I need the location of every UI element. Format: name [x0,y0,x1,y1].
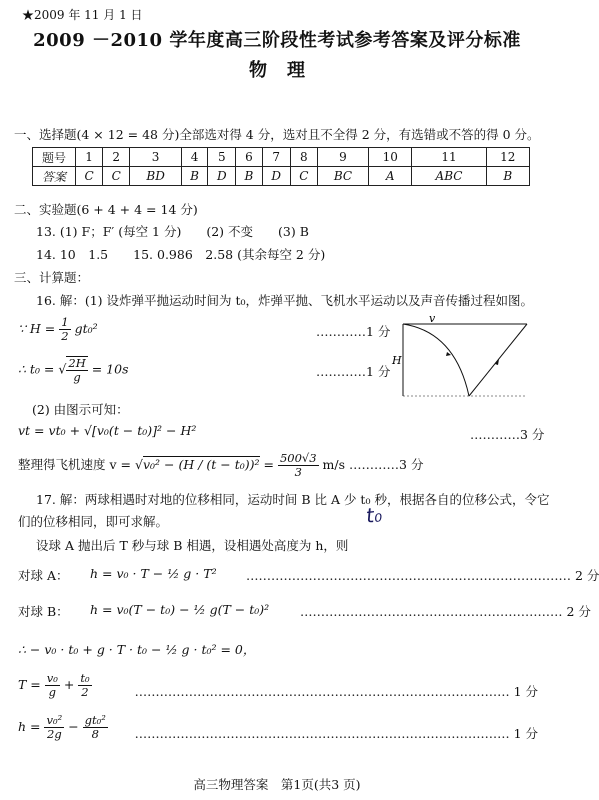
p16-eq3-score: …………3 分 [470,427,545,442]
p17-eq7-num2: gt₀² [84,713,106,727]
p16-eq3: vt = vt₀ + √[v₀(t − t₀)]² − H² [18,423,197,438]
p17-eq6-den1: g [48,685,57,699]
p17-eq7-den1: 2g [47,727,62,741]
p16-eq1-lhs: ∵ H = [18,321,56,336]
p17-setup: 设球 A 抛出后 T 秒与球 B 相遇，设相遇处高度为 h，则 [36,538,349,553]
problem17-intro-cont: 们的位移相同，即可求解。 [18,514,169,529]
p16-eq4-unit: m/s [322,457,346,472]
p16-eq2-rhs: = 10s [91,361,129,377]
p16-eq1 [18,316,98,343]
p16-part2: (2) 由图示可知： [32,402,129,417]
p16-eq1-frac [59,316,70,343]
question-number: 11 [412,148,486,167]
p17-eq6-plus: + [63,677,75,692]
answer-label: 答案 [33,167,76,186]
p16-eq2-score: …………1 分 [316,364,391,379]
question-number: 2 [103,148,130,167]
question-label: 题号 [33,148,76,167]
p17-eq7-lhs: h = [18,719,41,734]
answer-cell: ABC [412,167,486,186]
question-number: 7 [262,148,290,167]
question-number: 4 [181,148,207,167]
p17-eq5: ∴ − v₀ · t₀ + g · T · t₀ − ½ g · t₀² = 0， [18,642,256,657]
p17-eq7-den2: 8 [91,727,99,741]
question-row [33,148,530,167]
p17-ballB-eq: h = v₀(T − t₀) − ½ g(T − t₀)² [90,602,270,617]
p17-eq6-score: ……………………………………………………………………………… 1 分 [134,684,538,699]
question-number: 10 [369,148,412,167]
p16-eq4-frac [278,452,319,479]
p17-ballA-score: …………………………………………………………………… 2 分 [246,568,599,583]
question-number: 6 [236,148,262,167]
p17-eq6 [18,672,92,699]
sound-arrow [495,359,499,365]
question-number: 9 [317,148,368,167]
sqrt-symbol: √ [58,361,67,377]
section2-heading: 二、实验题(6 + 4 + 4 = 14 分) [14,202,198,217]
answer-cell: BC [317,167,368,186]
question-number: 8 [290,148,317,167]
p17-ballB-score: ……………………………………………………… 2 分 [300,604,591,619]
sound-path [469,324,527,396]
date-line: ★2009 年 11 月 1 日 [22,8,143,22]
section1-heading: 一、选择题(4 × 12 = 48 分)全部选对得 4 分，选对且不全得 2 分，有选错或不答的得 0 分。 [14,127,540,142]
problem17-intro: 17. 解：两球相遇时对地的位移相同，运动时间 B 比 A 少 t₀ 秒，根据各自的位移公式，令它 [36,492,550,507]
height-label: H [392,354,402,367]
answer-table [32,147,530,186]
answer-cell: B [236,167,262,186]
p16-eq1-score: …………1 分 [316,324,391,339]
p17-ballB-label: 对球 B： [18,604,69,619]
p16-eq1-rhs: gt₀² [74,321,98,336]
problem16-intro: 16. 解：(1) 设炸弹平抛运动时间为 t₀，炸弹平抛、飞机水平运动以及声音传播过程如图。 [36,293,534,308]
p16-eq2 [18,356,129,384]
answer-cell: B [181,167,207,186]
p16-eq1-num: 1 [61,315,69,329]
answer-cell: D [208,167,236,186]
p16-eq2-den: g [73,370,81,384]
answer-cell: D [262,167,290,186]
answer-cell: C [290,167,317,186]
answer-cell: C [103,167,130,186]
p17-eq7-frac2 [83,714,108,741]
section3-heading: 三、计算题： [14,270,90,285]
trajectory-diagram [385,314,535,404]
question-number: 5 [208,148,236,167]
question-number: 1 [76,148,103,167]
p17-eq7-minus: − [68,719,79,734]
p17-eq6-num1: v₀ [46,671,58,685]
p16-eq4-num: 500√3 [279,451,317,465]
p17-eq6-frac1 [45,672,60,699]
p17-eq6-num2: t₀ [80,671,90,685]
bomb-trajectory [403,324,469,396]
p17-eq6-lhs: T = [18,677,41,692]
trajectory-arrow [446,352,451,356]
p17-eq7 [18,714,108,741]
p16-eq2-lhs: ∴ t₀ = [18,361,55,377]
answer-13: 13. (1) F；F′ (每空 1 分) (2) 不变 (3) B [36,224,309,239]
p17-eq6-den2: 2 [81,685,89,699]
page-title: 2009 －2010 学年度高三阶段性考试参考答案及评分标准 [33,30,521,51]
question-number: 3 [130,148,182,167]
p16-eq4-eq: = [263,457,274,472]
answer-cell: B [486,167,529,186]
p16-eq4-lhs: 整理得飞机速度 v = [18,457,131,472]
sqrt-symbol: √ [134,457,143,472]
handwritten-annotation: t₀ [364,502,384,528]
p16-eq4-score: …………3 分 [349,457,424,472]
p17-eq6-frac2 [78,672,91,699]
p16-eq1-den: 2 [61,329,69,343]
p17-eq7-score: ……………………………………………………………………………… 1 分 [134,726,538,741]
p17-ballA-label: 对球 A： [18,568,69,583]
answer-cell: C [76,167,103,186]
velocity-label: v [429,312,436,325]
p17-eq7-frac1 [44,714,64,741]
page-footer: 高三物理答案 第1页(共3 页) [193,777,361,792]
question-number: 12 [486,148,529,167]
p16-eq4-root: v₀² − (H / (t − t₀))² [142,457,260,472]
answer-14-15: 14. 10 1.5 15. 0.986 2.58 (其余每空 2 分) [36,247,326,262]
p16-eq2-frac [66,356,87,384]
p16-eq4-den: 3 [294,465,302,479]
answer-cell: BD [130,167,182,186]
p17-ballA-eq: h = v₀ · T − ½ g · T² [90,566,217,581]
subject-title: 物理 [249,60,325,81]
p16-eq4 [18,452,423,479]
answer-cell: A [369,167,412,186]
answer-row [33,167,530,186]
p16-eq2-num: 2H [68,356,86,370]
p17-eq7-num1: v₀² [46,713,63,727]
